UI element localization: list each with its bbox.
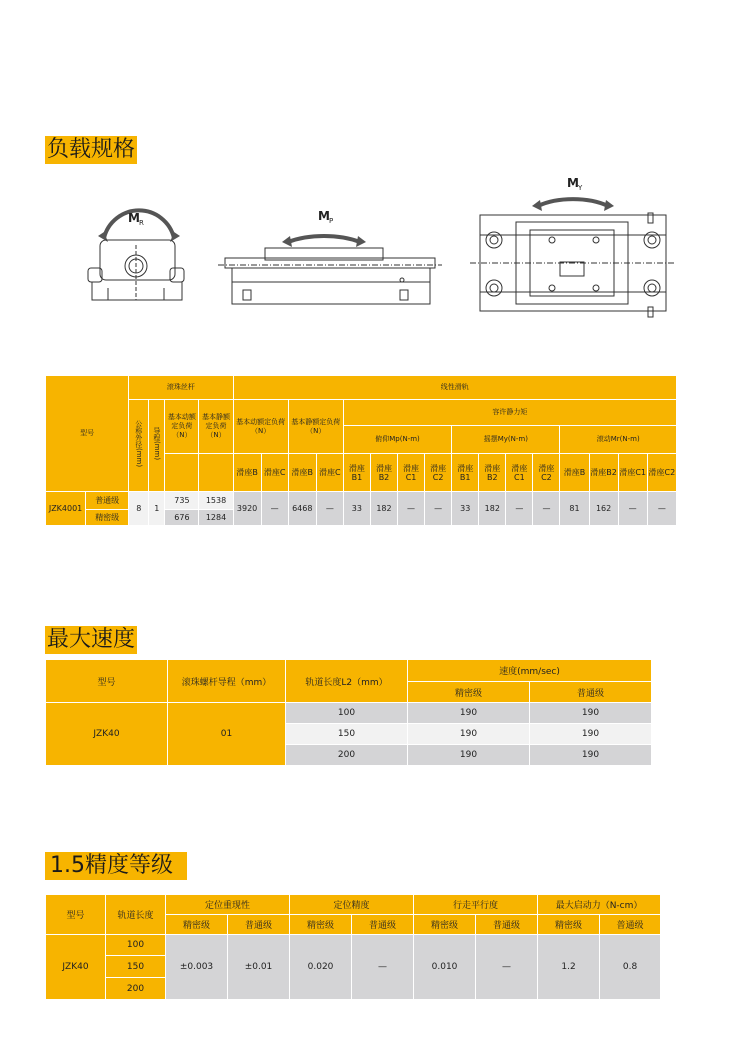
mp-diagram: [218, 236, 442, 304]
slide-b1: 滑座B1: [343, 454, 370, 492]
lead-value: 1: [149, 492, 165, 526]
speed-precise: 190: [408, 724, 530, 745]
mp-b2: 182: [370, 492, 397, 526]
moment-diagrams: [0, 170, 750, 330]
header-roll: 滚动Mr(N-m): [560, 426, 677, 454]
mp-b1: 33: [343, 492, 370, 526]
parallel-normal: —: [476, 935, 538, 1000]
header-length: 轨道长度L2（mm）: [286, 660, 408, 703]
rail-static-b: 6468: [288, 492, 316, 526]
header-dynamic-load: 基本动额定负荷 （N）: [165, 400, 199, 454]
my-label: M: [567, 176, 579, 190]
header-rail: 线性滑轨: [233, 376, 676, 400]
header-model: 型号: [46, 895, 106, 935]
slide-b: 滑座B: [560, 454, 589, 492]
mp-c1: —: [398, 492, 425, 526]
my-b2: 182: [479, 492, 506, 526]
diameter-value: 8: [129, 492, 149, 526]
lead-cell: 01: [168, 703, 286, 766]
torque-precise: 1.2: [538, 935, 600, 1000]
length-cell: 150: [106, 956, 166, 978]
speed-normal: 190: [530, 703, 652, 724]
length-cell: 200: [106, 978, 166, 1000]
accuracy-normal: —: [352, 935, 414, 1000]
slide-b2: 滑座B2: [589, 454, 618, 492]
svg-text:Y: Y: [578, 184, 583, 192]
slide-c: 滑座C: [261, 454, 288, 492]
dyn-value-1: 735: [165, 492, 199, 510]
mp-label: M: [318, 209, 330, 223]
header-accuracy: 定位精度: [290, 895, 414, 915]
slide-c1: 滑座C1: [618, 454, 647, 492]
slide-b: 滑座B: [288, 454, 316, 492]
header-precise: 精密级: [538, 915, 600, 935]
dyn-value-2: 676: [165, 510, 199, 526]
speed-table: [45, 659, 652, 766]
rail-dyn-b: 3920: [233, 492, 261, 526]
torque-normal: 0.8: [600, 935, 661, 1000]
speed-normal: 190: [530, 745, 652, 766]
mr-b2: 162: [589, 492, 618, 526]
header-normal: 普通级: [530, 682, 652, 703]
mr-label: M: [128, 211, 140, 225]
header-model: 型号: [46, 376, 129, 492]
header-precise: 精密级: [166, 915, 228, 935]
header-speed: 速度(mm/sec): [408, 660, 652, 682]
slide-b2: 滑座B2: [479, 454, 506, 492]
grade-normal: 普通级: [86, 492, 129, 510]
header-static-load: 基本静额定负荷 （N）: [199, 400, 233, 454]
load-spec-table: [45, 375, 677, 526]
header-allowable-moment: 容许静力矩: [343, 400, 676, 426]
slide-b1: 滑座B1: [452, 454, 479, 492]
rail-dyn-c: —: [261, 492, 288, 526]
slide-c1: 滑座C1: [506, 454, 533, 492]
header-normal: 普通级: [476, 915, 538, 935]
header-torque: 最大启动力（N-cm）: [538, 895, 661, 915]
svg-text:P: P: [329, 217, 334, 225]
my-b1: 33: [452, 492, 479, 526]
mr-c2: —: [647, 492, 676, 526]
header-normal: 普通级: [600, 915, 661, 935]
model-cell: JZK4001: [46, 492, 86, 526]
static-value-2: 1284: [199, 510, 233, 526]
grade-precise: 精密级: [86, 510, 129, 526]
slide-b2: 滑座B2: [370, 454, 397, 492]
repeat-normal: ±0.01: [228, 935, 290, 1000]
mr-b: 81: [560, 492, 589, 526]
header-rail-static: 基本静额定负荷 （N）: [288, 400, 343, 454]
precision-table: [45, 894, 661, 1000]
slide-c: 滑座C: [316, 454, 343, 492]
speed-precise: 190: [408, 703, 530, 724]
rail-static-c: —: [316, 492, 343, 526]
model-cell: JZK40: [46, 935, 106, 1000]
header-precise: 精密级: [290, 915, 352, 935]
slide-b: 滑座B: [233, 454, 261, 492]
header-normal: 普通级: [228, 915, 290, 935]
slide-c2: 滑座C2: [533, 454, 560, 492]
svg-text:R: R: [139, 219, 144, 227]
slide-c2: 滑座C2: [425, 454, 452, 492]
parallel-precise: 0.010: [414, 935, 476, 1000]
header-repeatability: 定位重现性: [166, 895, 290, 915]
header-precise: 精密级: [414, 915, 476, 935]
header-parallelism: 行走平行度: [414, 895, 538, 915]
header-pitch: 俯仰Mp(N-m): [343, 426, 451, 454]
my-c1: —: [506, 492, 533, 526]
section-title-precision: 1.5精度等级: [50, 853, 173, 878]
header-model: 型号: [46, 660, 168, 703]
mp-c2: —: [425, 492, 452, 526]
my-c2: —: [533, 492, 560, 526]
accuracy-precise: 0.020: [290, 935, 352, 1000]
length-cell: 100: [106, 935, 166, 956]
speed-normal: 190: [530, 724, 652, 745]
header-yaw: 摇摆My(N-m): [452, 426, 560, 454]
slide-c2: 滑座C2: [647, 454, 676, 492]
header-dyn-blank: [165, 454, 199, 492]
section-title-speed: 最大速度: [47, 627, 136, 652]
section-title-load: 负载规格: [47, 137, 136, 162]
header-lead: 导程(mm): [149, 400, 165, 492]
length-cell: 150: [286, 724, 408, 745]
header-normal: 普通级: [352, 915, 414, 935]
speed-precise: 190: [408, 745, 530, 766]
length-cell: 100: [286, 703, 408, 724]
header-lead: 滚珠螺杆导程（mm）: [168, 660, 286, 703]
static-value-1: 1538: [199, 492, 233, 510]
header-length: 轨道长度: [106, 895, 166, 935]
header-ballscrew: 滚珠丝杆: [129, 376, 233, 400]
header-precise: 精密级: [408, 682, 530, 703]
mr-c1: —: [618, 492, 647, 526]
header-rail-dynamic: 基本动额定负荷 （N）: [233, 400, 288, 454]
length-cell: 200: [286, 745, 408, 766]
slide-c1: 滑座C1: [398, 454, 425, 492]
header-diameter: 公称外径(mm): [129, 400, 149, 492]
repeat-precise: ±0.003: [166, 935, 228, 1000]
model-cell: JZK40: [46, 703, 168, 766]
header-static-blank: [199, 454, 233, 492]
my-diagram: [470, 199, 676, 317]
